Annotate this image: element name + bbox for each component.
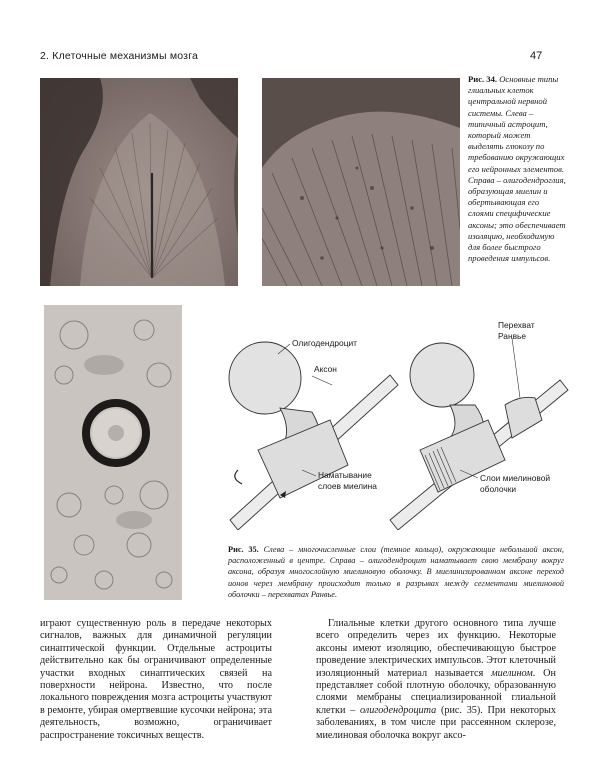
term-oligodendrocyte: олигодендроцита — [359, 704, 437, 716]
figure-35-caption — [228, 544, 564, 600]
label-sheath-line1: Слои миелиновой — [480, 473, 551, 483]
figure-34-text: Основные типы глиальных клеток центральной нервной системы. Слева – типичный астроцит, который может выделять глюкозу по требованию окружающих его нейронных элементов. Справа – олигодендроглия, образующая миелин и обертывающая его слоями специфические аксоны; это обеспечивает изоляцию, необходимую для более быстрого проведения импульсов. — [468, 74, 566, 264]
figure-34-label: Рис. 34. — [468, 74, 498, 84]
myelination-diagram — [220, 320, 570, 530]
figure-34-caption — [468, 74, 566, 264]
label-oligodendrocyte: Олигодендроцит — [292, 338, 358, 348]
running-head: 2. Клеточные механизмы мозга — [40, 50, 199, 62]
body-right-column — [316, 618, 556, 742]
right-oligodendrocyte — [410, 343, 542, 492]
label-node-line1: Перехват — [498, 320, 535, 330]
right-column-part3: (рис. 35). При некоторых заболеваниях, в том числе при рассеянном склерозе, миелиновая оболочка вокруг аксо- — [316, 704, 556, 741]
label-winding-line2: слоев миелина — [318, 481, 377, 491]
label-node-line2: Ранвье — [498, 331, 527, 341]
figure-35-text: Слева – многочисленные слои (темное кольцо), окружающие небольшой аксон, расположенный в центре. Справа – олигодендроцит наматывает свою мембрану вокруг аксона, образуя многослойную миелиновую оболочку. В миелинизированном аксоне переход ионов через мембрану происходит только в разрывах между сегментами миелиновой оболочки – перехватах Ранвье. — [228, 545, 565, 599]
astrocyte-micrograph — [40, 78, 238, 286]
oligodendroglia-micrograph — [262, 78, 460, 286]
right-column-part2: . Он представляет собой плотную оболочку, образованную слоями мембраны специализированной глиальной клетки – — [316, 667, 556, 716]
body-left-column: играют существенную роль в передаче некоторых сигналов, важных для динамичной регуляции синаптической функции. Отдельные астроциты действительно как бы ограничивают определенные участки входных синаптических связей на поверхности нейрона. Известно, что после локального повреждения мозга астроциты участвуют в ремонте, убирая омертвевшие кусочки нейрона; эта деятельность, возможно, ограничивает распространение токсичных веществ. — [40, 618, 272, 741]
label-winding-line1: Наматывание — [318, 470, 372, 480]
right-column-part1: Глиальные клетки другого основного типа лучше всего определить через их функцию. Некоторые аксоны имеют изоляцию, обеспечивающую быстрое проведение электрических импульсов. Этот клеточный изоляционный материал называется — [316, 618, 556, 679]
figure-35-label: Рис. 35. — [228, 545, 259, 554]
myelinated-axon-micrograph — [44, 305, 182, 600]
label-axon: Аксон — [314, 364, 337, 374]
label-sheath-line2: оболочки — [480, 484, 517, 494]
page-number: 47 — [530, 50, 543, 62]
term-myelin: миелином — [491, 667, 533, 679]
